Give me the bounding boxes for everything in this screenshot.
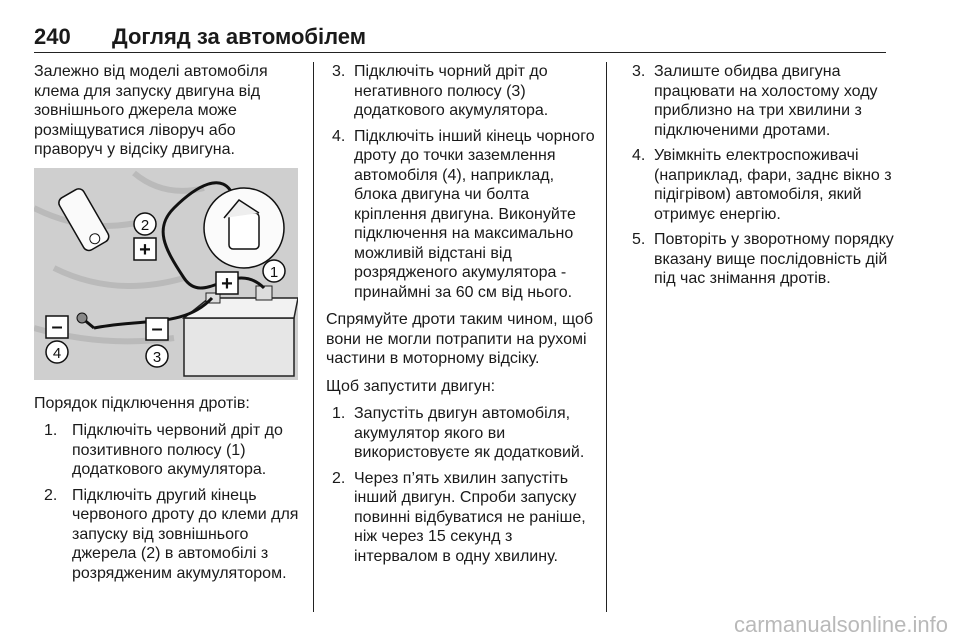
svg-text:+: + xyxy=(221,272,233,295)
list-item: 5. Повторіть у зворотному порядку вказану вище послідовність дій під час знімання дротів. xyxy=(632,231,894,287)
svg-text:3: 3 xyxy=(152,348,162,366)
column-1 xyxy=(34,62,302,591)
list-item: 3. Залиште обидва двигуна працювати на холостому ходу приблизно на три хвилини з підключеними дротами. xyxy=(632,63,878,139)
svg-text:2: 2 xyxy=(140,216,150,234)
page-number: 240 xyxy=(34,24,71,49)
start-engine-heading: Щоб запустити двигун: xyxy=(326,377,496,395)
watermark: carmanualsonline.info xyxy=(733,612,948,637)
start-steps-list-continued xyxy=(626,62,898,289)
connection-steps-list xyxy=(34,421,302,583)
section-title: Догляд за автомобілем xyxy=(112,24,367,49)
svg-text:–: – xyxy=(151,317,163,340)
column-2 xyxy=(326,62,598,574)
list-item: 4. Увімкніть електроспоживачі (наприклад, фари, заднє вікно з підігрівом) автомобіля, який отримує енергію. xyxy=(632,147,892,223)
page-header xyxy=(34,22,886,53)
svg-text:1: 1 xyxy=(269,263,279,281)
jump-start-illustration xyxy=(34,168,298,380)
svg-text:+: + xyxy=(139,238,151,261)
start-steps-list xyxy=(326,404,598,566)
list-item: 1. Запустіть двигун автомобіля, акумулятор якого ви використовуєте як додатковий. xyxy=(332,405,585,461)
column-3 xyxy=(626,62,898,297)
list-item: 2. Підключіть другий кінець червоного дроту до клеми для запуску від зовнішнього джерела (2) в автомобілі з розрядженим акумулятором. xyxy=(44,486,299,582)
list-item: 3. Підключіть чорний дріт до негативного полюсу (3) додаткового акумулятора. xyxy=(332,63,549,119)
column-divider xyxy=(606,62,607,612)
svg-text:–: – xyxy=(51,315,63,338)
intro-paragraph: Залежно від моделі автомобіля клема для запуску двигуна від зовнішнього джерела може розміщуватися ліворуч або праворуч у відсіку двигуна. xyxy=(34,63,268,158)
list-item: 2. Через п’ять хвилин запустіть інший двигун. Спроби запуску повинні відбуватися не раніше, ніж через 15 секунд з інтервалом в одну хвилину. xyxy=(332,469,586,565)
connection-order-heading: Порядок підключення дротів: xyxy=(34,394,250,412)
list-item: 1. Підключіть червоний дріт до позитивного полюсу (1) додаткового акумулятора. xyxy=(44,422,283,478)
list-item: 4. Підключіть інший кінець чорного дроту до точки заземлення автомобіля (4), наприклад, блока двигуна чи болта кріплення двигуна. Виконуйте підключення на максимально можливій відстані від розрядженого акумулятора - принаймні за 60 см від нього. xyxy=(332,127,595,301)
column-divider xyxy=(313,62,314,612)
connection-steps-list-continued xyxy=(326,62,598,302)
routing-note: Спрямуйте дроти таким чином, щоб вони не могли потрапити на рухомі частини в моторному відсіку. xyxy=(326,311,594,367)
svg-text:4: 4 xyxy=(52,344,62,362)
